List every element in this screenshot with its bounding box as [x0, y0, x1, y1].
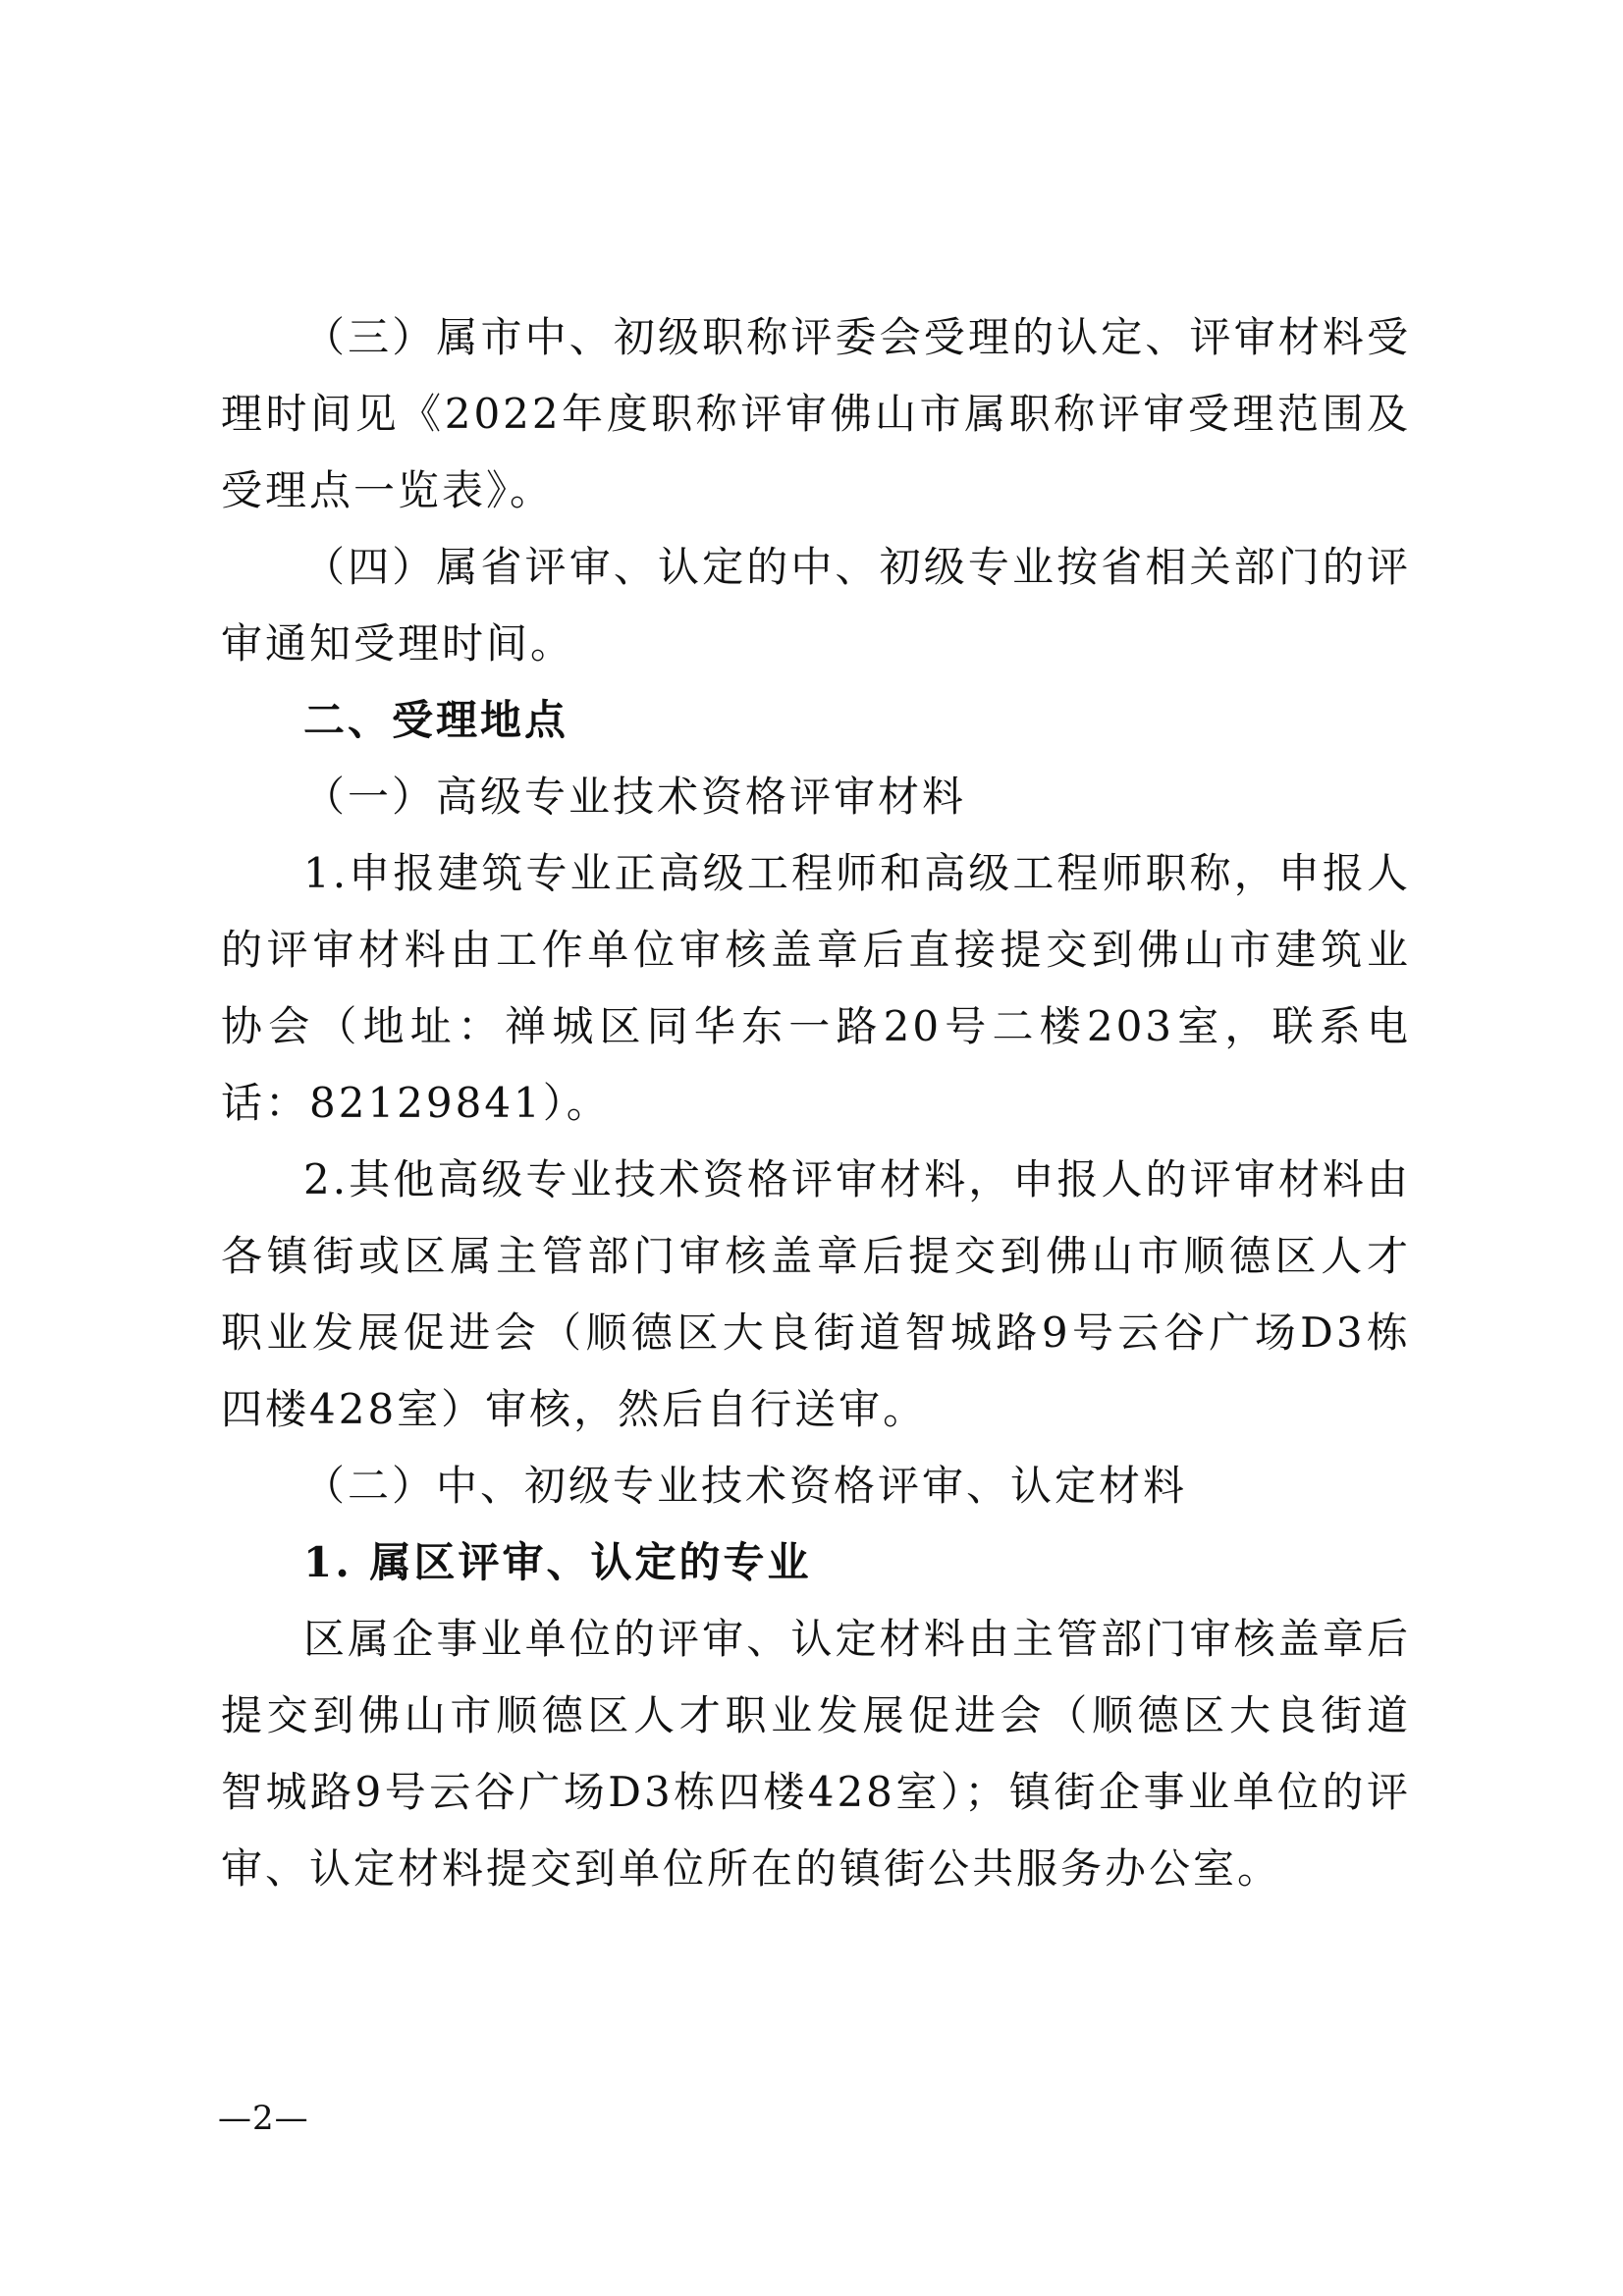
document-body — [221, 299, 1411, 1907]
subheading-senior-materials: （一）高级专业技术资格评审材料 — [303, 773, 967, 821]
paragraph-district-review-details: 区属企事业单位的评审、认定材料由主管部门审核盖章后提交到佛山市顺德区人才职业发展促进会（顺德区大良街道智城路9号云谷广场D3栋四楼428室）；镇街企事业单位的评审、认定材料提交到单位所在的镇街公共服务办公室。 — [221, 1615, 1411, 1893]
paragraph-construction-association: 1.申报建筑专业正高级工程师和高级工程师职称，申报人的评审材料由工作单位审核盖章后直接提交到佛山市建筑业协会（地址：禅城区同华东一路20号二楼203室，联系电话：82129841）。 — [221, 849, 1411, 1127]
subheading-mid-junior-materials: （二）中、初级专业技术资格评审、认定材料 — [303, 1462, 1188, 1510]
section-heading-acceptance-location: 二、受理地点 — [303, 696, 569, 744]
paragraph-other-senior-materials: 2.其他高级专业技术资格评审材料，申报人的评审材料由各镇街或区属主管部门审核盖章后提交到佛山市顺德区人才职业发展促进会（顺德区大良街道智城路9号云谷广场D3栋四楼428室）审核，然后自行送审。 — [221, 1155, 1411, 1433]
paragraph-acceptance-time-city: （三）属市中、初级职称评委会受理的认定、评审材料受理时间见《2022年度职称评审佛山市属职称评审受理范围及受理点一览表》。 — [221, 313, 1411, 514]
paragraph-acceptance-time-province: （四）属省评审、认定的中、初级专业按省相关部门的评审通知受理时间。 — [221, 543, 1411, 667]
subheading-district-review: 1. 属区评审、认定的专业 — [303, 1538, 812, 1586]
page-number: —2— — [218, 2099, 309, 2138]
